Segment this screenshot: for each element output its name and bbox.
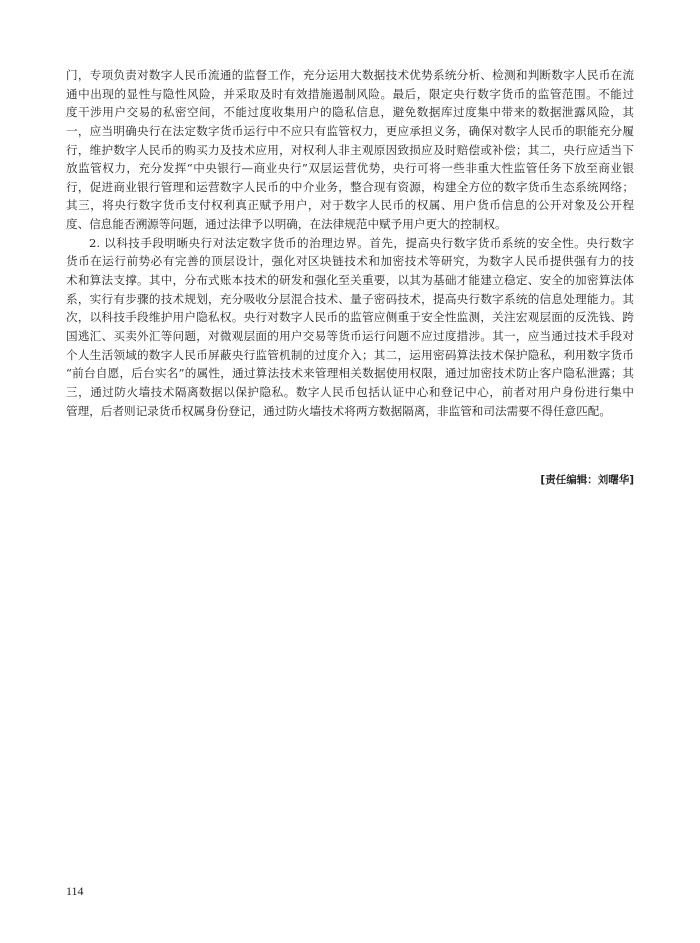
text-line: 系，实行有步骤的技术规划，充分吸收分层混合技术、量子密码技术，提高央行数字系统的信息处理能力。其 — [66, 291, 634, 306]
editor-credit: [责任编辑：刘曙华] — [540, 474, 634, 486]
text-line: 其三，将央行数字货币支付权利真正赋予用户，对于数字人民币的权属、用户货币信息的公开对象及公开程 — [66, 198, 634, 213]
text-line: 国逃汇、买卖外汇等问题，对微观层面的用户交易等货币运行问题不应过度措涉。其一，应当通过技术手段对 — [66, 328, 634, 343]
text-line: 度干涉用户交易的私密空间，不能过度收集用户的隐私信息，避免数据库过度集中带来的数据泄露风险，其 — [66, 105, 634, 120]
text-line: 行，促进商业银行管理和运营数字人民币的中介业务，整合现有资源，构建全方位的数字货币生态系统网络； — [66, 179, 634, 194]
text-line: 个人生活领域的数字人民币屏蔽央行监管机制的过度介入；其二，运用密码算法技术保护隐私，利用数字货币 — [66, 347, 634, 362]
article-body — [66, 66, 634, 420]
paragraph-2 — [66, 234, 634, 420]
page-number: 114 — [66, 884, 84, 898]
text-line: 一，应当明确央行在法定数字货币运行中不应只有监管权力，更应承担义务，确保对数字人民币的职能充分履 — [66, 123, 634, 138]
text-line: 管理，后者则记录货币权属身份登记，通过防火墙技术将两方数据隔离，非监管和司法需要不得任意匹配。 — [66, 403, 611, 418]
text-line: 放监管权力，充分发挥“中央银行—商业央行”双层运营优势，央行可将一些非重大性监管任务下放至商业银 — [66, 161, 634, 176]
text-line: 门，专项负责对数字人民币流通的监督工作，充分运用大数据技术优势系统分析、检测和判断数字人民币在流 — [66, 68, 634, 82]
text-line: 三，通过防火墙技术隔离数据以保护隐私。数字人民币包括认证中心和登记中心，前者对用户身份进行集中 — [66, 384, 634, 399]
text-line: 术和算法支撑。其中，分布式账本技术的研发和强化至关重要，以其为基础才能建立稳定、安全的加密算法体 — [66, 273, 634, 288]
text-line: 货币在运行前势必有完善的顶层设计，强化对区块链技术和加密技术等研究，为数字人民币提供强有力的技 — [66, 254, 634, 269]
text-line: 通中出现的显性与隐性风险，并采取及时有效措施遏制风险。最后，限定央行数字货币的监管范围。不能过 — [66, 86, 634, 101]
text-line: “前台自愿，后台实名”的属性，通过算法技术来管理相关数据使用权限，通过加密技术防止客户隐私泄露；其 — [66, 366, 634, 381]
text-line: 行，维护数字人民币的购买力及技术应用，对权利人非主观原因致损应及时赔偿或补偿；其二，央行应适当下 — [66, 142, 634, 157]
text-line: 度、信息能否溯源等问题，通过法律予以明确，在法律规范中赋予用户更大的控制权。 — [66, 217, 507, 232]
paragraph-1 — [66, 66, 634, 234]
text-line: 2. 以科技手段明晰央行对法定数字货币的治理边界。首先，提高央行数字货币系统的安全性。央行数字 — [89, 235, 634, 250]
text-line: 次，以科技手段维护用户隐私权。央行对数字人民币的监管应侧重于安全性监测，关注宏观层面的反洗钱、跨 — [66, 310, 634, 325]
